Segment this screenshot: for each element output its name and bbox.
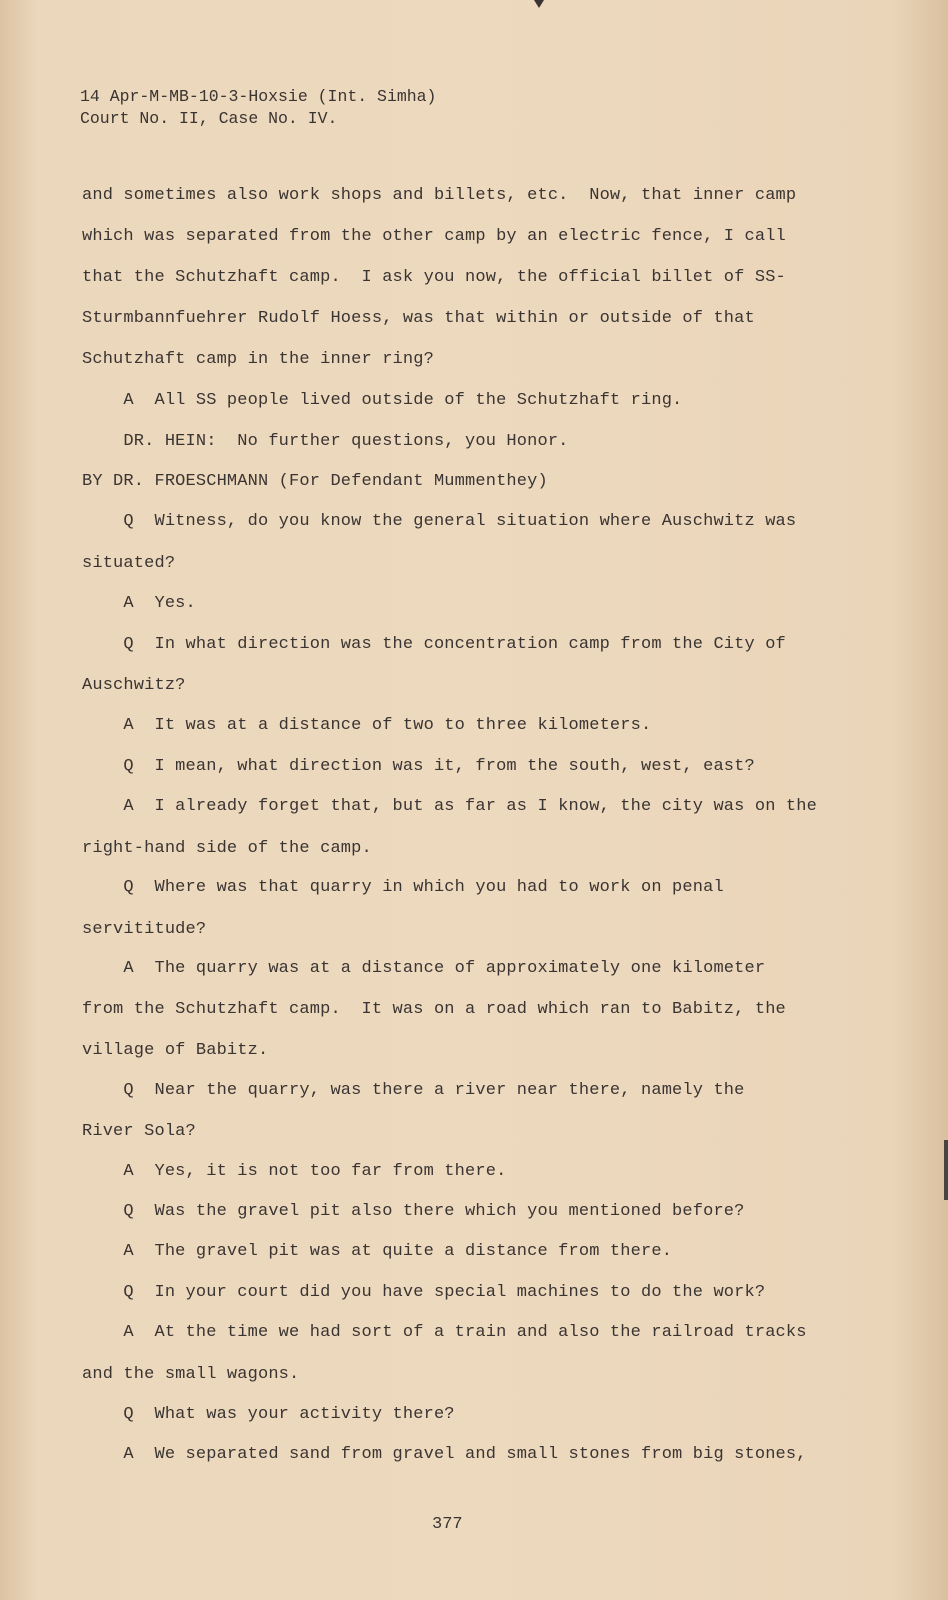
text-line: A We separated sand from gravel and small stones from big stones, [82, 1445, 807, 1464]
text-line: Q In what direction was the concentration camp from the City of [82, 635, 786, 654]
document-header [80, 86, 436, 130]
text-line: Q In your court did you have special machines to do the work? [82, 1283, 766, 1302]
text-line: Q Witness, do you know the general situation where Auschwitz was [82, 512, 797, 531]
page-number: 377 [432, 1515, 463, 1534]
text-line: servititude? [82, 920, 207, 939]
text-line: A The quarry was at a distance of approximately one kilometer [82, 959, 766, 978]
text-line: Q Was the gravel pit also there which you mentioned before? [82, 1202, 745, 1221]
text-line: A Yes. [82, 594, 196, 613]
text-line: Auschwitz? [82, 676, 186, 695]
header-line-1: 14 Apr-M-MB-10-3-Hoxsie (Int. Simha) [80, 87, 437, 106]
text-line: River Sola? [82, 1122, 196, 1141]
page-edge-mark [944, 1140, 948, 1200]
text-line: Q What was your activity there? [82, 1405, 455, 1424]
text-line: A The gravel pit was at quite a distance from there. [82, 1242, 673, 1261]
text-line: Schutzhaft camp in the inner ring? [82, 350, 434, 369]
text-line: BY DR. FROESCHMANN (For Defendant Mummenthey) [82, 472, 548, 491]
text-line: Q Where was that quarry in which you had to work on penal [82, 878, 724, 897]
text-line: situated? [82, 554, 176, 573]
text-line: A All SS people lived outside of the Schutzhaft ring. [82, 391, 683, 410]
text-line: A I already forget that, but as far as I know, the city was on the [82, 797, 817, 816]
text-line: Q I mean, what direction was it, from the south, west, east? [82, 757, 755, 776]
text-line: A It was at a distance of two to three kilometers. [82, 716, 652, 735]
text-line: and sometimes also work shops and billets, etc. Now, that inner camp [82, 186, 797, 205]
text-line: right-hand side of the camp. [82, 839, 372, 858]
text-line: that the Schutzhaft camp. I ask you now, the official billet of SS- [82, 268, 786, 287]
text-line: village of Babitz. [82, 1041, 269, 1060]
text-line: Q Near the quarry, was there a river near there, namely the [82, 1081, 745, 1100]
text-line: which was separated from the other camp by an electric fence, I call [82, 227, 786, 246]
top-punch-mark [534, 0, 544, 8]
text-line: DR. HEIN: No further questions, you Honor. [82, 432, 569, 451]
text-line: and the small wagons. [82, 1365, 300, 1384]
header-line-2: Court No. II, Case No. IV. [80, 109, 338, 128]
text-line: A At the time we had sort of a train and also the railroad tracks [82, 1323, 807, 1342]
text-line: A Yes, it is not too far from there. [82, 1162, 507, 1181]
text-line: Sturmbannfuehrer Rudolf Hoess, was that within or outside of that [82, 309, 755, 328]
text-line: from the Schutzhaft camp. It was on a road which ran to Babitz, the [82, 1000, 786, 1019]
